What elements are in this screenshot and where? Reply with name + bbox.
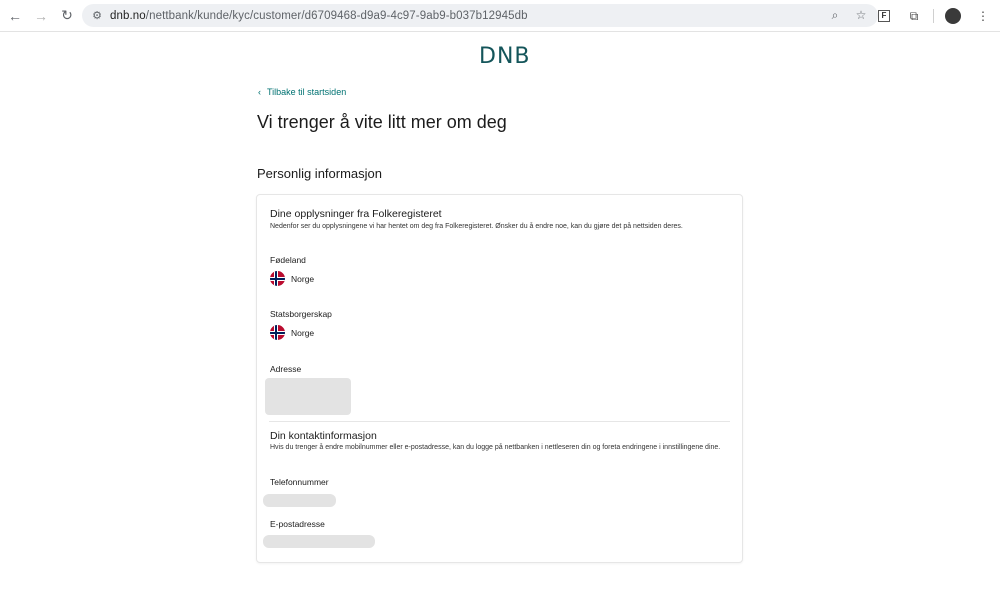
phone-label: Telefonnummer: [270, 477, 329, 487]
address-label: Adresse: [270, 364, 302, 374]
profile-avatar[interactable]: [942, 5, 964, 27]
address-placeholder: [265, 378, 351, 415]
menu-kebab-icon[interactable]: ⋮: [977, 9, 989, 23]
back-to-start-link[interactable]: [258, 87, 346, 97]
birth-country-text: Norge: [291, 273, 315, 284]
toolbar-divider: [933, 9, 934, 23]
extensions-puzzle-icon[interactable]: ⧉: [909, 8, 919, 23]
contact-heading: Din kontaktinformasjon: [270, 430, 377, 442]
contact-description: Hvis du trenger å endre mobilnummer eller e-postadresse, kan du logge på nettbanken i nettleseren din og foreta endringene i innstillingene dine.: [270, 444, 721, 451]
url-host: dnb.no: [110, 9, 146, 22]
registry-heading: Dine opplysninger fra Folkeregisteret: [270, 208, 442, 220]
back-link-label: Tilbake til startsiden: [267, 87, 347, 97]
section-title: Personlig informasjon: [257, 166, 383, 181]
url-path: /nettbank/kunde/kyc/customer/d6709468-d9a9-4c97-9ab9-b037b12945db: [145, 9, 528, 22]
chevron-left-icon: ‹: [258, 87, 261, 97]
back-arrow-icon[interactable]: ←: [8, 7, 22, 24]
browser-toolbar: [0, 0, 1000, 32]
dnb-logo[interactable]: DNB: [479, 44, 531, 69]
page-title: Vi trenger å vite litt mer om deg: [257, 112, 507, 132]
address-bar[interactable]: [82, 4, 878, 27]
citizenship-label: Statsborgerskap: [270, 309, 332, 319]
site-settings-icon[interactable]: ⚙: [92, 10, 102, 22]
registry-description: Nedenfor ser du opplysningene vi har hentet om deg fra Folkeregisteret. Ønsker du å endre noe, kan du gjøre det på nettsiden deres.: [270, 223, 683, 230]
norway-flag-icon: [270, 325, 285, 340]
email-placeholder: [263, 535, 375, 548]
birth-country-value: [270, 271, 314, 286]
birth-country-label: Fødeland: [270, 255, 306, 265]
norway-flag-icon: [270, 271, 285, 286]
url-text: [110, 10, 528, 22]
phone-placeholder: [263, 494, 336, 507]
section-divider: [269, 421, 730, 422]
extension-f-icon[interactable]: F: [873, 5, 895, 27]
forward-arrow-icon[interactable]: →: [34, 7, 48, 24]
personal-info-card: [256, 194, 743, 563]
zoom-icon[interactable]: ⌕: [831, 7, 839, 22]
reload-icon[interactable]: ↻: [61, 7, 73, 23]
citizenship-text: Norge: [291, 327, 315, 338]
email-label: E-postadresse: [270, 519, 325, 529]
citizenship-value: [270, 325, 314, 340]
bookmark-star-icon[interactable]: ☆: [855, 8, 867, 22]
